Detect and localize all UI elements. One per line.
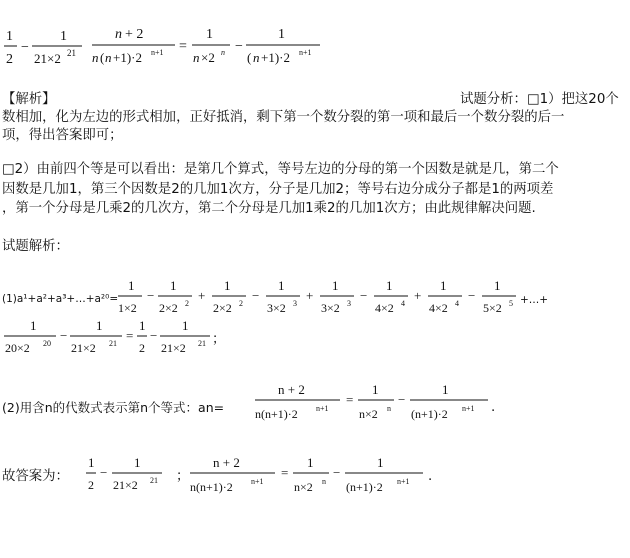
svg-text:(: ( [247,50,252,65]
svg-text:+1)·2: +1)·2 [113,50,142,65]
top-formula-row [0,20,330,70]
analysis-tag: 【解析】 [2,92,56,107]
svg-text:1: 1 [134,455,141,470]
svg-text:n: n [322,477,326,486]
svg-text:−: − [333,465,341,480]
svg-text:3×2: 3×2 [267,301,286,315]
svg-text:3: 3 [347,299,351,308]
svg-text:n+1: n+1 [151,48,164,57]
svg-text:n+1: n+1 [251,477,264,486]
svg-text:(n+1)·2: (n+1)·2 [411,407,448,421]
svg-text:21: 21 [109,339,117,348]
svg-text:1: 1 [170,278,177,293]
answer-period: . [428,469,433,484]
svg-text:n: n [105,50,112,65]
svg-text:20×2: 20×2 [5,341,30,355]
svg-text:×2: ×2 [201,50,215,65]
top-answer-2 [92,27,320,65]
svg-text:21: 21 [67,48,76,58]
svg-text:2: 2 [6,52,13,67]
svg-text:−: − [468,288,476,303]
svg-text:+: + [198,288,206,303]
svg-text:n: n [387,404,391,413]
answer-formula-1 [80,451,170,499]
svg-text:(n+1)·2: (n+1)·2 [346,480,383,494]
svg-text:1: 1 [440,278,447,293]
svg-text:2×2: 2×2 [159,301,178,315]
svg-text:+: + [414,288,422,303]
svg-text:−: − [100,465,108,480]
svg-text:+ 2: + 2 [125,27,144,42]
svg-text:n: n [92,50,99,65]
part2-prefix: (2)用含n的代数式表示第n个等式：an= [2,400,225,415]
svg-text:1: 1 [386,278,393,293]
svg-text:4×2: 4×2 [429,301,448,315]
svg-text:1: 1 [139,318,146,333]
svg-text:1: 1 [6,29,13,44]
svg-text:5×2: 5×2 [483,301,502,315]
svg-text:3: 3 [293,299,297,308]
svg-text:1: 1 [442,382,449,397]
analysis-line-2: 数相加，化为左边的形式相加，正好抵消，剩下第一个数分裂的第一项和最后一个数分裂的后一 [2,110,565,125]
answer-label: 故答案为： [2,469,69,484]
svg-text:2×2: 2×2 [213,301,232,315]
svg-text:n+1: n+1 [316,404,329,413]
svg-text:n: n [115,27,122,42]
svg-text:−: − [252,288,260,303]
svg-text:n+1: n+1 [462,404,475,413]
svg-text:+: + [306,288,314,303]
svg-text:n+1: n+1 [299,48,312,57]
svg-text:4: 4 [401,299,405,308]
svg-text:−: − [60,328,68,343]
svg-text:1: 1 [278,278,285,293]
svg-text:n + 2: n + 2 [278,382,305,397]
svg-text:1: 1 [206,27,213,42]
svg-text:21: 21 [150,476,158,485]
svg-text:n+1: n+1 [397,477,410,486]
svg-text:+1)·2: +1)·2 [261,50,290,65]
part2-period: . [491,400,496,415]
svg-text:1: 1 [60,29,67,44]
part1-ellipsis: +…+ [520,294,549,306]
svg-text:n: n [193,50,200,65]
svg-text:n: n [221,48,225,57]
analysis-intro: 试题分析：□1）把这20个 [460,92,619,107]
svg-text:(: ( [100,50,105,65]
svg-text:1: 1 [30,318,37,333]
top-answer-1 [4,29,82,67]
svg-text:=: = [126,328,134,343]
svg-text:=: = [346,392,354,407]
svg-text:−: − [360,288,368,303]
svg-text:n(n+1)·2: n(n+1)·2 [190,480,233,494]
svg-text:1: 1 [377,455,384,470]
analysis-para2-line3: ，第一个分母是几乘2的几次方，第二个分母是几加1乘2的几加1次方；由此规律解决问题. [2,201,536,216]
svg-text:=: = [179,39,187,54]
svg-text:2: 2 [139,341,145,355]
svg-text:5: 5 [509,299,513,308]
svg-text:1: 1 [128,278,135,293]
svg-text:3×2: 3×2 [321,301,340,315]
svg-text:1×2: 1×2 [118,301,137,315]
svg-text:n: n [253,50,260,65]
svg-text:1: 1 [96,318,103,333]
svg-text:−: − [150,328,158,343]
svg-text:21×2: 21×2 [34,51,61,66]
svg-text:21×2: 21×2 [161,341,186,355]
answer-formula-2 [185,451,435,499]
svg-text:n×2: n×2 [294,480,313,494]
svg-text:−: − [21,40,29,55]
svg-text:21×2: 21×2 [113,478,138,492]
part2-formula [250,378,500,426]
part1-sum-line2 [0,314,240,362]
svg-text:1: 1 [494,278,501,293]
analysis-line-3: 项，得出答案即可； [2,128,123,143]
svg-text:20: 20 [43,339,51,348]
analysis-para2-line2: 因数是几加1，第三个因数是2的几加1次方，分子是几加2；等号右边分成分子都是1的两项差 [2,182,554,197]
svg-text:2: 2 [88,478,94,492]
svg-text:4×2: 4×2 [375,301,394,315]
svg-text:1: 1 [278,27,285,42]
svg-text:1: 1 [307,455,314,470]
solution-label: 试题解析： [2,239,69,254]
svg-text:=: = [281,465,289,480]
svg-text:21: 21 [198,339,206,348]
svg-text:4: 4 [455,299,459,308]
part1-prefix: (1)a¹+a²+a³+…+a²⁰= [2,293,119,305]
svg-text:1: 1 [182,318,189,333]
svg-text:n×2: n×2 [359,407,378,421]
svg-text:1: 1 [88,455,95,470]
svg-text:−: − [398,392,406,407]
svg-text:1: 1 [372,382,379,397]
answer-separator: ； [176,469,190,484]
svg-text:2: 2 [185,299,189,308]
svg-text:−: − [235,39,243,54]
svg-text:21×2: 21×2 [71,341,96,355]
svg-text:n(n+1)·2: n(n+1)·2 [255,407,298,421]
svg-text:1: 1 [224,278,231,293]
svg-text:2: 2 [239,299,243,308]
svg-text:n + 2: n + 2 [213,455,240,470]
part1-semicolon: ； [212,332,226,347]
svg-text:1: 1 [332,278,339,293]
analysis-para2-line1: □2）由前四个等是可以看出：是第几个算式，等号左边的分母的第一个因数是就是几，第二个 [2,162,559,177]
svg-text:−: − [147,288,155,303]
